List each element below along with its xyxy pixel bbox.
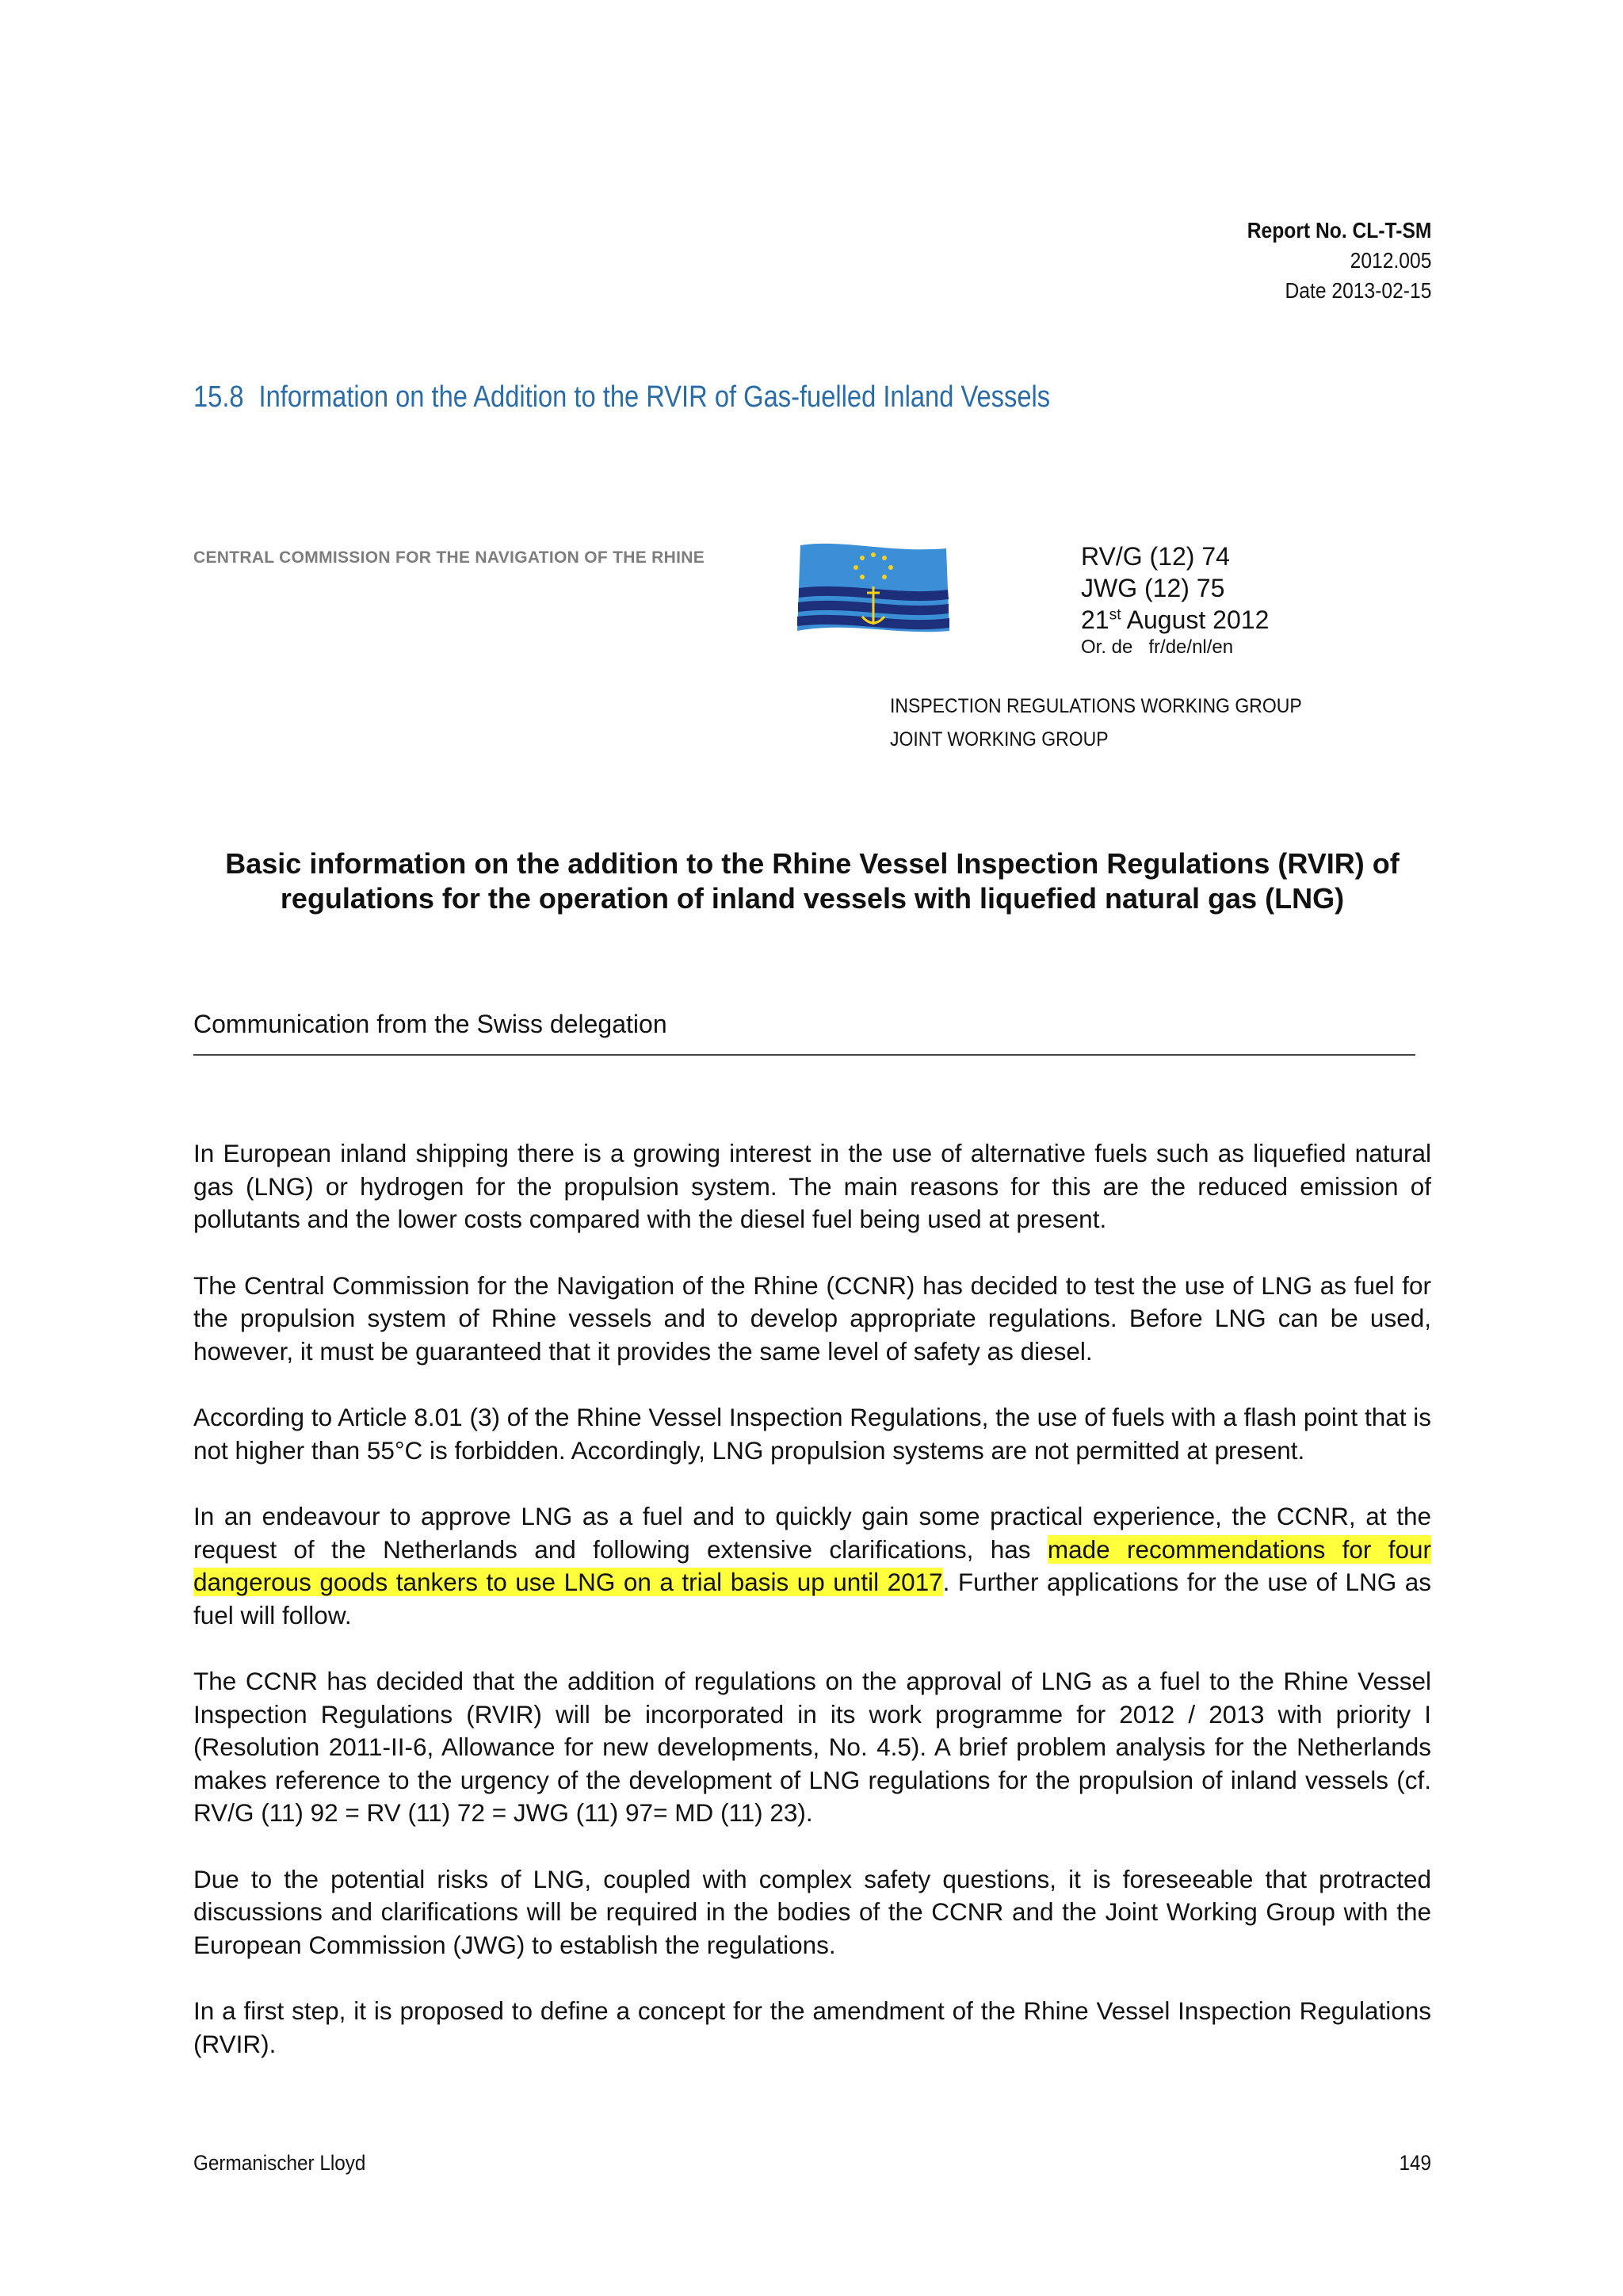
highlighted-text: made recommendations for four dangerous goods tankers to use LNG on a trial basis up until 2017	[193, 1534, 1432, 1596]
reference-date-suffix: st	[1109, 606, 1121, 624]
document-reference	[1081, 541, 1269, 659]
reference-jwg: JWG (12) 75	[1081, 574, 1225, 602]
report-header	[1247, 216, 1431, 306]
document-title	[193, 846, 1431, 916]
report-code: 2012.005	[1350, 248, 1431, 273]
paragraph-6: Due to the potential risks of LNG, coupled with complex safety questions, it is foreseeable that protracted discussions and clarifications will be required in the bodies of the CCNR and the Joint Working Group with the European Commission (JWG) to establish the regulations.	[193, 1864, 1431, 1959]
reference-original-language: Or. de fr/de/nl/en	[1081, 636, 1234, 658]
reference-date	[1081, 604, 1269, 636]
section-heading	[193, 380, 1050, 415]
paragraph-2: The Central Commission for the Navigation of the Rhine (CCNR) has decided to test the use of LNG as fuel for the propulsion system of Rhine vessels and to develop appropriate regulations. Before LNG can be used, however, it must be guaranteed that it provides the same level of safety as diesel.	[193, 1270, 1431, 1366]
document-title-line1: Basic information on the addition to the Rhine Vessel Inspection Regulations (RVIR) of	[225, 847, 1400, 880]
report-number: Report No. CL-T-SM	[1247, 218, 1431, 243]
body-text	[193, 1137, 1431, 2094]
paragraph-5: The CCNR has decided that the addition of regulations on the approval of LNG as a fuel to the Rhine Vessel Inspection Regulations (RVIR) will be incorporated in its work programme for 2012 / 2013 with priority I (Resolution 2011-II-6, Allowance for new developments, No. 4.5). A brief problem analysis for the Netherlands makes reference to the urgency of the development of LNG regulations for the propulsion of inland vessels (cf. RV/G (11) 92 = RV (11) 72 = JWG (11) 97= MD (11) 23).	[193, 1667, 1431, 1827]
reference-date-day: 21	[1081, 606, 1109, 634]
joint-group: JOINT WORKING GROUP	[890, 728, 1109, 751]
paragraph-7: In a first step, it is proposed to define a concept for the amendment of the Rhine Vessel Inspection Regulations (RVIR).	[193, 1996, 1431, 2058]
footer-publisher: Germanischer Lloyd	[193, 2151, 366, 2175]
divider	[193, 1054, 1415, 1056]
communication-line: Communication from the Swiss delegation	[193, 1010, 667, 1038]
reference-date-rest: August 2012	[1121, 606, 1270, 634]
reference-rvg: RV/G (12) 74	[1081, 542, 1230, 571]
paragraph-4-end: . Further applications for the use of LNG as fuel will follow.	[193, 1568, 1431, 1629]
ccnr-name: CENTRAL COMMISSION FOR THE NAVIGATION OF THE RHINE	[193, 548, 705, 567]
document-title-line2: regulations for the operation of inland vessels with liquefied natural gas (LNG)	[280, 882, 1345, 915]
paragraph-3: According to Article 8.01 (3) of the Rhine Vessel Inspection Regulations, the use of fuels with a flash point that is not higher than 55°C is forbidden. Accordingly, LNG propulsion systems are not permitted at present.	[193, 1403, 1431, 1465]
working-groups	[890, 690, 1302, 756]
ccnr-flag-logo	[794, 542, 953, 636]
page-number: 149	[1399, 2151, 1431, 2175]
paragraph-1: In European inland shipping there is a growing interest in the use of alternative fuels such as liquefied natural gas (LNG) or hydrogen for the propulsion system. The main reasons for this are the reduced emission of pollutants and the lower costs compared with the diesel fuel being used at present.	[193, 1139, 1431, 1233]
section-number: 15.8	[193, 380, 244, 414]
paragraph-4	[193, 1500, 1431, 1632]
report-date: Date 2013-02-15	[1285, 278, 1431, 303]
inspection-group: INSPECTION REGULATIONS WORKING GROUP	[890, 695, 1302, 717]
paragraph-4-start: In an endeavour to approve LNG as a fuel and to quickly gain some practical experience, the CCNR, at the request of the Netherlands and following extensive clarifications, has	[193, 1502, 1431, 1564]
section-title: Information on the Addition to the RVIR of Gas-fuelled Inland Vessels	[258, 380, 1051, 414]
